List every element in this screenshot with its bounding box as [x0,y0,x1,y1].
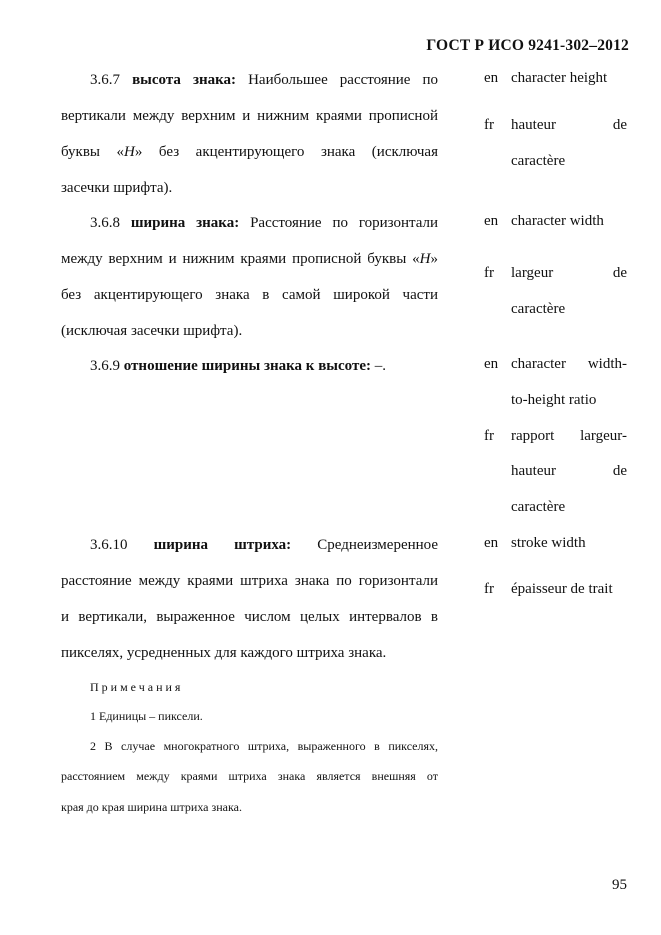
entry-3-6-10-line-1 [61,535,438,555]
term-fr: rapport largeur- [511,428,627,444]
entry-3-6-8-line-4: (исключая засечки шрифта). [61,323,243,339]
term-fr: épaisseur de trait [511,581,613,597]
term-ru: ширина знака: [130,215,240,231]
entry-number: 3.6.7 [90,72,120,88]
term-fr-cont: caractère [511,153,566,169]
entry-3-6-7-line-2: вертикали между верхним и нижним краями прописной [61,108,438,124]
term-fr-cont: hauteur de [511,463,627,479]
lang-fr-label: fr [484,265,494,281]
definition-text: –. [371,358,386,374]
note-item-cont: расстоянием между краями штриха знака является внешняя от [61,769,438,783]
entry-3-6-10-line-2: расстояние между краями штриха знака по горизонтали [61,573,438,589]
entry-3-6-8-line-2 [61,249,438,269]
definition-text: Среднеизмеренное [317,537,438,553]
term-ru: ширина [153,537,209,553]
page-number: 95 [612,877,627,893]
entry-3-6-7-line-3 [61,142,438,162]
term-ru: отношение ширины знака к высоте: [123,358,371,374]
lang-en-label: en [484,213,499,229]
term-en-cont: to-height ratio [511,392,597,408]
term-fr-cont: caractère [511,499,566,515]
note-item-cont: края до края ширина штриха знака. [61,800,242,814]
term-en: character width- [511,356,627,372]
document-header: ГОСТ Р ИСО 9241-302–2012 [426,37,629,54]
term-en: stroke width [511,535,586,551]
term-fr: hauteur de [511,117,627,133]
lang-en-label: en [484,535,499,551]
note-item: 1 Единицы – пиксели. [90,709,203,723]
entry-number: 3.6.9 [90,358,120,374]
letter-h: H [124,144,135,160]
definition-text: Наибольшее расстояние по [248,72,439,88]
definition-text: Расстояние по горизонтали [250,215,439,231]
letter-h: H [419,251,431,267]
definition-text: » [430,251,438,267]
term-fr: largeur de [511,265,627,281]
note-item: 2 В случае многократного штриха, выраженного в пикселях, [90,739,438,753]
definition-text: буквы « [61,144,125,160]
lang-fr-label: fr [484,428,494,444]
term-ru: штриха: [234,537,292,553]
term-ru: высота знака: [132,72,237,88]
entry-3-6-10-line-4: пикселях, усредненных для каждого штриха знака. [61,645,387,661]
definition-text: » без акцентирующего знака (исключая [134,144,438,160]
term-en: character width [511,213,604,229]
term-fr-cont: caractère [511,301,566,317]
entry-3-6-10-line-3: и вертикали, выраженное числом целых интервалов в [61,609,438,625]
entry-3-6-7-line-1 [61,70,438,90]
lang-fr-label: fr [484,581,494,597]
entry-3-6-9-line-1 [61,356,438,376]
lang-en-label: en [484,356,499,372]
entry-number: 3.6.10 [90,537,128,553]
entry-number: 3.6.8 [90,215,120,231]
lang-en-label: en [484,70,499,86]
lang-fr-label: fr [484,117,494,133]
definition-text: между верхним и нижним краями прописной буквы « [61,251,420,267]
notes-title: Примечания [90,680,184,694]
entry-3-6-8-line-1 [61,213,438,233]
entry-3-6-8-line-3: без акцентирующего знака в самой широкой части [61,287,438,303]
term-en: character height [511,70,608,86]
entry-3-6-7-line-4: засечки шрифта). [61,180,173,196]
